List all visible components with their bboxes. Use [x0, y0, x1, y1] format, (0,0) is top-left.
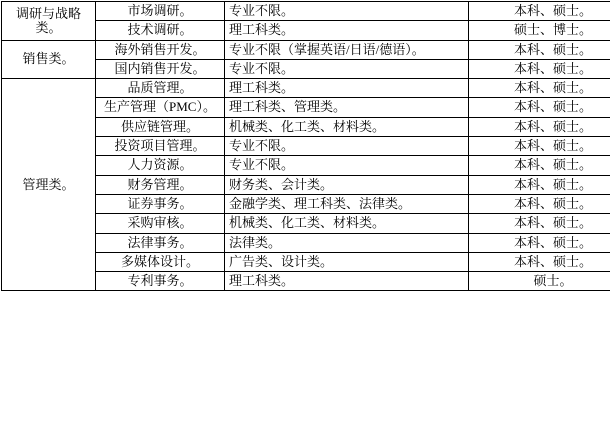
degree-label: 本科、硕士。	[473, 236, 610, 250]
cell-position	[96, 98, 225, 117]
position-label: 技术调研。	[100, 23, 220, 37]
cell-major	[225, 156, 469, 175]
table-row	[2, 40, 610, 59]
major-label: 广告类、设计类。	[229, 255, 464, 269]
category-label: 管理类。	[6, 178, 91, 192]
cell-position	[96, 79, 225, 98]
category-label: 销售类。	[6, 52, 91, 66]
degree-label: 本科、硕士。	[473, 158, 610, 172]
position-label: 人力资源。	[100, 158, 220, 172]
job-requirements-table	[1, 1, 610, 291]
position-label: 采购审核。	[100, 216, 220, 230]
cell-position	[96, 233, 225, 252]
position-label: 品质管理。	[100, 81, 220, 95]
cell-major	[225, 2, 469, 21]
major-label: 专业不限（掌握英语/日语/德语）。	[229, 43, 464, 57]
major-label: 专业不限。	[229, 62, 464, 76]
cell-position	[96, 252, 225, 271]
position-label: 市场调研。	[100, 4, 220, 18]
cell-major	[225, 59, 469, 78]
cell-degree	[469, 137, 610, 156]
degree-label: 硕士、博士。	[473, 23, 610, 37]
position-label: 专利事务。	[100, 274, 220, 288]
major-label: 金融学类、理工科类、法律类。	[229, 197, 464, 211]
category-label: 调研与战略类。	[6, 7, 91, 36]
major-label: 机械类、化工类、材料类。	[229, 216, 464, 230]
cell-degree	[469, 59, 610, 78]
major-label: 法律类。	[229, 236, 464, 250]
cell-degree	[469, 214, 610, 233]
degree-label: 本科、硕士。	[473, 4, 610, 18]
cell-degree	[469, 21, 610, 40]
cell-position	[96, 137, 225, 156]
major-label: 专业不限。	[229, 4, 464, 18]
cell-major	[225, 79, 469, 98]
cell-major	[225, 175, 469, 194]
cell-degree	[469, 117, 610, 136]
cell-major	[225, 194, 469, 213]
cell-position	[96, 156, 225, 175]
cell-position	[96, 2, 225, 21]
position-label: 多媒体设计。	[100, 255, 220, 269]
cell-position	[96, 175, 225, 194]
cell-degree	[469, 252, 610, 271]
cell-position	[96, 40, 225, 59]
degree-label: 本科、硕士。	[473, 197, 610, 211]
degree-label: 本科、硕士。	[473, 43, 610, 57]
major-label: 机械类、化工类、材料类。	[229, 120, 464, 134]
position-label: 证券事务。	[100, 197, 220, 211]
cell-category	[2, 40, 96, 79]
cell-position	[96, 194, 225, 213]
cell-category	[2, 79, 96, 291]
cell-position	[96, 272, 225, 291]
cell-major	[225, 233, 469, 252]
degree-label: 本科、硕士。	[473, 100, 610, 114]
cell-major	[225, 214, 469, 233]
cell-degree	[469, 175, 610, 194]
cell-degree	[469, 79, 610, 98]
cell-position	[96, 214, 225, 233]
position-label: 法律事务。	[100, 236, 220, 250]
cell-major	[225, 40, 469, 59]
position-label: 国内销售开发。	[100, 62, 220, 76]
position-label: 生产管理（PMC）。	[100, 100, 220, 114]
cell-degree	[469, 272, 610, 291]
degree-label: 本科、硕士。	[473, 216, 610, 230]
table-row	[2, 79, 610, 98]
table-body	[2, 2, 610, 291]
major-label: 理工科类。	[229, 274, 464, 288]
cell-major	[225, 137, 469, 156]
position-label: 财务管理。	[100, 178, 220, 192]
degree-label: 本科、硕士。	[473, 139, 610, 153]
degree-label: 硕士。	[473, 274, 610, 288]
major-label: 财务类、会计类。	[229, 178, 464, 192]
cell-major	[225, 272, 469, 291]
cell-position	[96, 117, 225, 136]
cell-category	[2, 2, 96, 41]
cell-degree	[469, 156, 610, 175]
cell-position	[96, 21, 225, 40]
major-label: 专业不限。	[229, 139, 464, 153]
major-label: 理工科类。	[229, 23, 464, 37]
degree-label: 本科、硕士。	[473, 120, 610, 134]
cell-major	[225, 252, 469, 271]
cell-degree	[469, 233, 610, 252]
degree-label: 本科、硕士。	[473, 62, 610, 76]
cell-degree	[469, 40, 610, 59]
major-label: 理工科类。	[229, 81, 464, 95]
major-label: 专业不限。	[229, 158, 464, 172]
cell-degree	[469, 2, 610, 21]
position-label: 海外销售开发。	[100, 43, 220, 57]
cell-degree	[469, 194, 610, 213]
degree-label: 本科、硕士。	[473, 178, 610, 192]
position-label: 供应链管理。	[100, 120, 220, 134]
position-label: 投资项目管理。	[100, 139, 220, 153]
degree-label: 本科、硕士。	[473, 81, 610, 95]
cell-major	[225, 98, 469, 117]
degree-label: 本科、硕士。	[473, 255, 610, 269]
cell-position	[96, 59, 225, 78]
table-row	[2, 2, 610, 21]
major-label: 理工科类、管理类。	[229, 100, 464, 114]
cell-major	[225, 21, 469, 40]
cell-degree	[469, 98, 610, 117]
cell-major	[225, 117, 469, 136]
